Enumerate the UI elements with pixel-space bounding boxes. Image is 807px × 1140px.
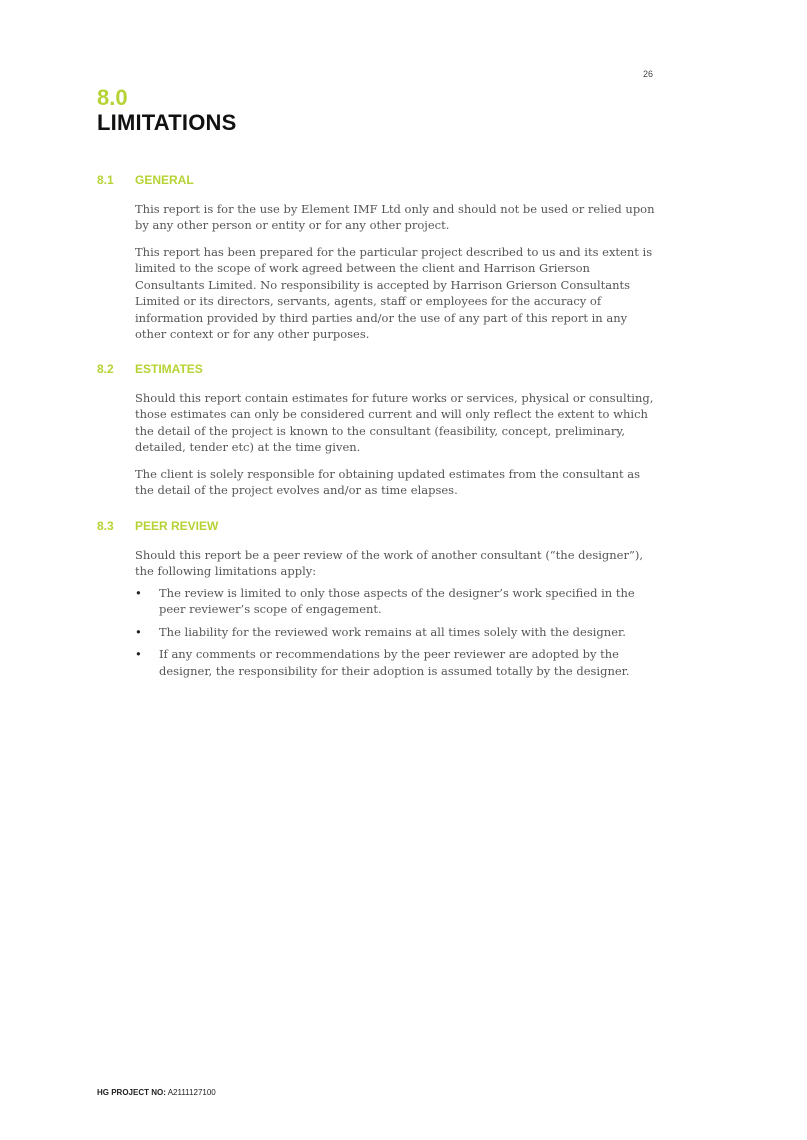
footer-project-number: A2111127100 [167, 1088, 216, 1097]
bullet-dot-icon: • [135, 586, 142, 600]
chapter-title: LIMITATIONS [97, 110, 237, 135]
chapter-number: 8.0 [97, 85, 128, 110]
footer [97, 1088, 216, 1097]
paragraph: The client is solely responsible for obtaining updated estimates from the consultant as the detail of the project evolves and/or as time elapses. [135, 467, 641, 498]
section-number: 8.1 [97, 173, 114, 187]
section-heading-estimates [97, 362, 203, 376]
paragraph: Should this report be a peer review of the work of another consultant (“the designer”), the following limitations apply: [135, 548, 644, 579]
section-title: PEER REVIEW [135, 519, 219, 533]
bullet-dot-icon: • [135, 624, 142, 639]
list-item [135, 585, 660, 618]
section-number: 8.3 [97, 519, 114, 533]
chapter-heading [97, 86, 236, 136]
peer-review-limitations-list [135, 585, 660, 685]
paragraph: This report has been prepared for the particular project described to us and its extent is limited to the scope of work agreed between the client and Harrison Grierson Consultants Limited. No responsibility is accepted by Harrison Grierson Consultants Limited or its directors, servants, agents, staff or employees for the accuracy of information provided by third parties and/or the use of any part of this report in any other context or for any other purposes. [135, 245, 653, 342]
page-number: 26 [643, 69, 654, 79]
list-item [135, 624, 660, 640]
paragraph: Should this report contain estimates for future works or services, physical or consulting, those estimates can only be considered current and will only reflect the extent to which the detail of the project is known to the consultant (feasibility, concept, preliminary, detailed, tender etc) at the time given. [135, 391, 654, 455]
paragraph: This report is for the use by Element IMF Ltd only and should not be used or relied upon by any other person or entity or for any other project. [135, 202, 655, 233]
footer-label: HG PROJECT NO: [97, 1088, 166, 1097]
list-item-text: The liability for the reviewed work remains at all times solely with the designer. [159, 624, 626, 639]
bullet-dot-icon: • [135, 647, 142, 662]
list-item-text: If any comments or recommendations by the peer reviewer are adopted by the designer, the responsibility for their adoption is assumed totally by the designer. [159, 647, 630, 678]
section-heading-general [97, 173, 194, 187]
section-title: ESTIMATES [135, 362, 203, 376]
section-title: GENERAL [135, 173, 194, 187]
list-item-text: The review is limited to only those aspects of the designer’s work specified in the peer reviewer’s scope of engagement. [159, 586, 635, 617]
list-item [135, 646, 660, 679]
section-heading-peer-review [97, 519, 218, 533]
section-number: 8.2 [97, 362, 114, 376]
